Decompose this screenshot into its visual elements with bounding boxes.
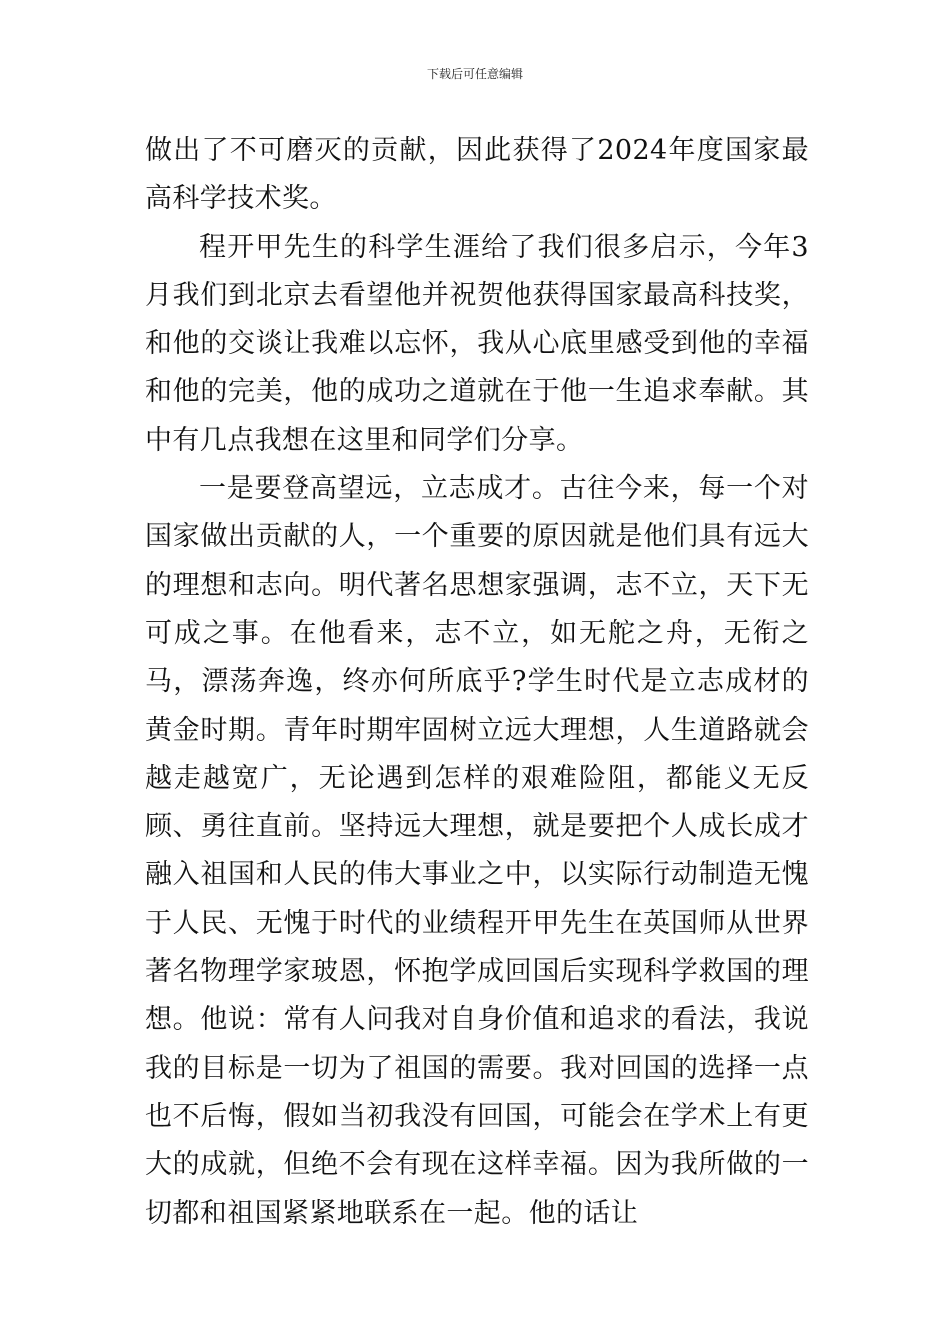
document-body — [145, 127, 809, 1238]
paragraph-award: 做出了不可磨灭的贡献，因此获得了2024年度国家最高科学技术奖。 — [145, 135, 809, 215]
paragraph-inspiration: 程开甲先生的科学生涯给了我们很多启示，今年3月我们到北京去看望他并祝贺他获得国家最高科技奖，和他的交谈让我难以忘怀，我从心底里感受到他的幸福和他的完美，他的成功之道就在于他一生追求奉献。其中有几点我想在这里和同学们分享。 — [145, 231, 809, 456]
page-header: 下载后可任意编辑 — [426, 67, 523, 81]
paragraph-ambition: 一是要登高望远，立志成才。古往今来，每一个对国家做出贡献的人，一个重要的原因就是他们具有远大的理想和志向。明代著名思想家强调，志不立，天下无可成之事。在他看来，志不立，如无舵之舟，无衔之马，漂荡奔逸，终亦何所底乎?学生时代是立志成材的黄金时期。青年时期牢固树立远大理想，人生道路就会越走越宽广，无论遇到怎样的艰难险阻，都能义无反顾、勇往直前。坚持远大理想，就是要把个人成长成才融入祖国和人民的伟大事业之中，以实际行动制造无愧于人民、无愧于时代的业绩程开甲先生在英国师从世界著名物理学家玻恩，怀抱学成回国后实现科学救国的理想。他说：常有人问我对自身价值和追求的看法，我说我的目标是一切为了祖国的需要。我对回国的选择一点也不后悔，假如当初我没有回国，可能会在学术上有更大的成就，但绝不会有现在这样幸福。因为我所做的一切都和祖国紧紧地联系在一起。他的话让 — [145, 473, 809, 1229]
